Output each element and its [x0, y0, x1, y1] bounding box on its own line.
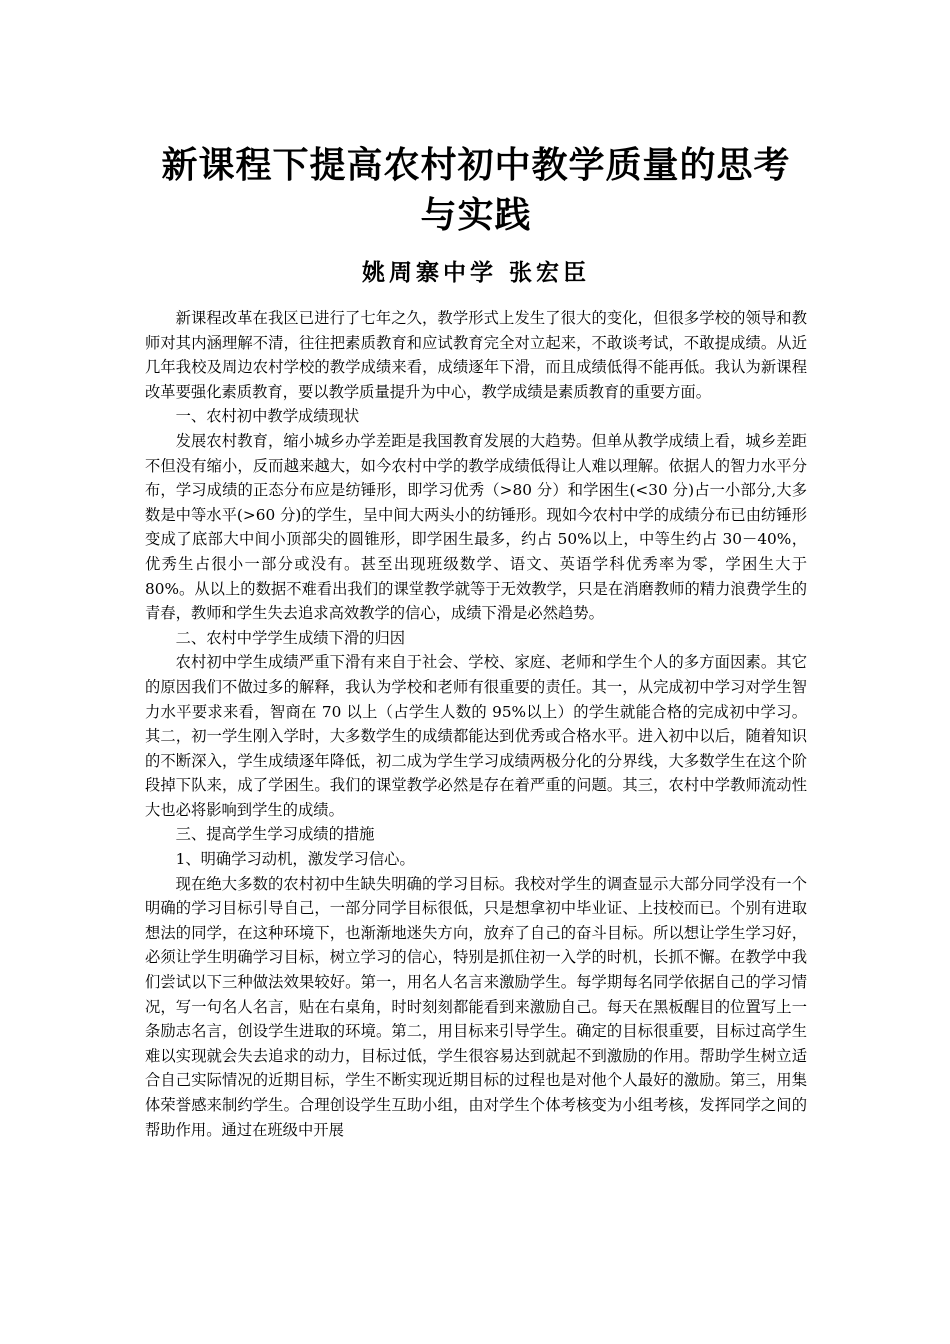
subsection-heading-1: 1、明确学习动机，激发学习信心。 — [175, 850, 415, 869]
section-heading-3: 三、提高学生学习成绩的措施 — [175, 825, 375, 844]
document-title: 新课程下提高农村初中教学质量的思考与实践 — [161, 144, 791, 236]
section-heading-1: 一、农村初中教学成绩现状 — [175, 407, 360, 426]
paragraph-subsection-1: 现在绝大多数的农村初中生缺失明确的学习目标。我校对学生的调查显示大部分同学没有一个明确的学习目标引导自己，一部分同学目标很低，只是想拿初中毕业证、上技校而已。个别有进取想法的同学，在这种环境下，也渐渐地迷失方向，放弃了自己的奋斗目标。所以想让学生学习好，必须让学生明确学习目标，树立学习的信心，特别是抓住初一入学的时机，长抓不懈。在教学中我们尝试以下三种做法效果较好。第一，用名人名言来激励学生。每学期每名同学依据自己的学习情况，写一句名人名言，贴在右桌角，时时刻刻都能看到来激励自己。每天在黑板醒目的位置写上一条励志名言，创设学生进取的环境。第二，用目标来引导学生。确定的目标很重要，目标过高学生难以实现就会失去追求的动力，目标过低，学生很容易达到就起不到激励的作用。帮助学生树立适合自己实际情况的近期目标，学生不断实现近期目标的过程也是对他个人最好的激励。第三，用集体荣誉感来制约学生。合理创设学生互助小组，由对学生个体考核变为小组考核，发挥同学之间的帮助作用。通过在班级中开展 — [145, 874, 807, 1139]
paragraph-intro: 新课程改革在我区已进行了七年之久，教学形式上发生了很大的变化，但很多学校的领导和教师对其内涵理解不清，往往把素质教育和应试教育完全对立起来，不敢谈考试，不敢提成绩。从近几年我校及周边农村学校的教学成绩来看，成绩逐年下滑，而且成绩低得不能再低。我认为新课程改革要强化素质教育，要以教学质量提升为中心，教学成绩是素质教育的重要方面。 — [145, 309, 807, 401]
paragraph-section-2: 农村初中学生成绩严重下滑有来自于社会、学校、家庭、老师和学生个人的多方面因素。其它的原因我们不做过多的解释，我认为学校和老师有很重要的责任。其一，从完成初中学习对学生智力水平要求来看，智商在 70 以上（占学生人数的 95%以上）的学生就能合格的完成初中学习。其二，初一学生刚入学时，大多数学生的成绩都能达到优秀或合格水平。进入初中以后，随着知识的不断深入，学生成绩逐年降低，初二成为学生学习成绩两极分化的分界线，大多数学生在这个阶段掉下队来，成了学困生。我们的课堂教学必然是存在着严重的问题。其三，农村中学教师流动性大也必将影响到学生的成绩。 — [145, 653, 807, 819]
document-author: 姚周寨中学 张宏臣 — [361, 259, 590, 286]
document-body — [145, 306, 807, 1142]
section-heading-2: 二、农村中学学生成绩下滑的归因 — [175, 628, 406, 647]
paragraph-section-1: 发展农村教育，缩小城乡办学差距是我国教育发展的大趋势。但单从教学成绩上看，城乡差距不但没有缩小，反而越来越大，如今农村中学的教学成绩低得让人难以理解。依据人的智力水平分布，学习成绩的正态分布应是纺锤形，即学习优秀（>80 分）和学困生(<30 分)占一小部分,大多数是中等水平(>60 分)的学生，呈中间大两头小的纺锤形。现如今农村中学的成绩分布已由纺锤形变成了底部大中间小顶部尖的圆锥形，即学困生最多，约占 50%以上，中等生约占 30－40%，优秀生占很小一部分或没有。甚至出现班级数学、语文、英语学科优秀率为零，学困生大于 80%。从以上的数据不难看出我们的课堂教学就等于无效教学，只是在消磨教师的精力浪费学生的青春，教师和学生失去追求高效教学的信心，成绩下滑是必然趋势。 — [145, 431, 807, 623]
